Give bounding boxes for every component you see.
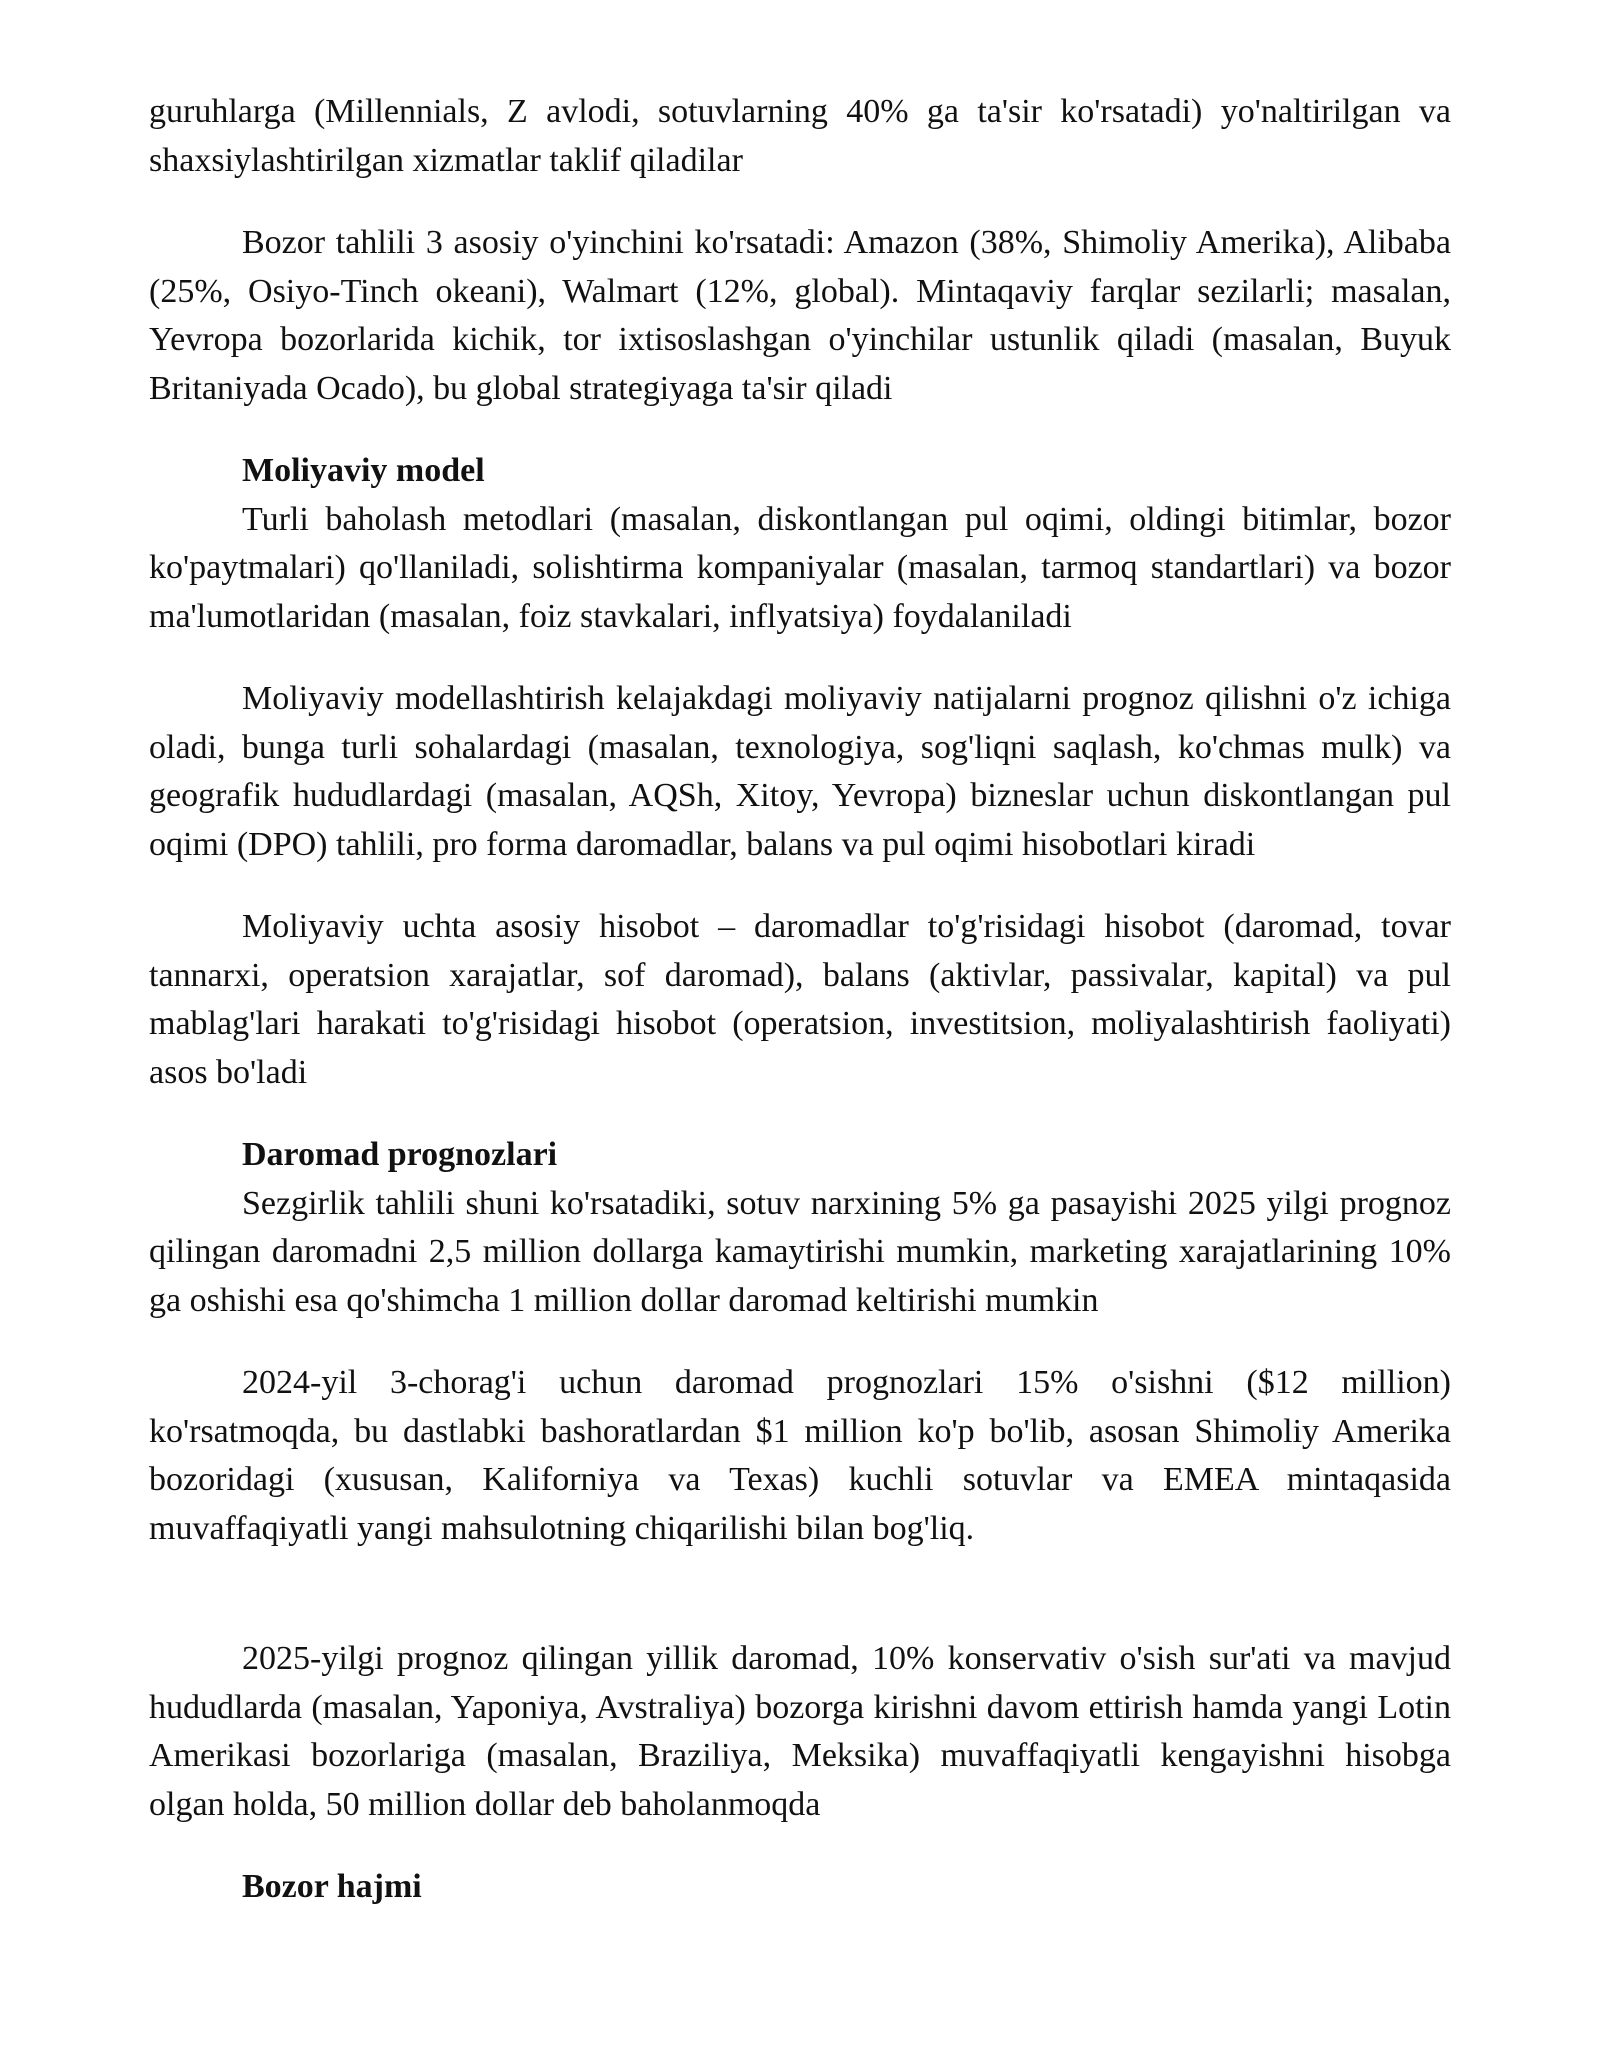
heading-financial-model: Moliyaviy model [242,452,485,489]
heading-market-size: Bozor hajmi [242,1868,422,1905]
paragraph-three-statements: Moliyaviy uchta asosiy hisobot – daromadlar to'g'risidagi hisobot (daromad, tovar tannarxi, operatsion xarajatlar, sof daromad), balans (aktivlar, passivalar, kapital) va pul mablag'lari harakati to'g'risidagi hisobot (operatsion, investitsion, moliyalashtirish faoliyati) asos bo'ladi [149,908,1451,1091]
paragraph-financial-modelling: Moliyaviy modellashtirish kelajakdagi moliyaviy natijalarni prognoz qilishni o'z ichiga oladi, bunga turli sohalardagi (masalan, texnologiya, sog'liqni saqlash, ko'chmas mulk) va geografik hududlardagi (masalan, AQSh, Xitoy, Yevropa) bizneslar uchun diskontlangan pul oqimi (DPO) tahlili, pro forma daromadlar, balans va pul oqimi hisobotlari kiradi [149,680,1451,863]
paragraph-2025-forecast: 2025-yilgi prognoz qilingan yillik daromad, 10% konservativ o'sish sur'ati va mavjud hududlarda (masalan, Yaponiya, Avstraliya) bozorga kirishni davom ettirish hamda yangi Lotin Amerikasi bozorlariga (masalan, Braziliya, Meksika) muvaffaqiyatli kengayishni hisobga olgan holda, 50 million dollar deb baholanmoqda [149,1640,1451,1823]
heading-revenue-forecasts: Daromad prognozlari [242,1136,558,1173]
document-page [149,88,1451,1912]
paragraph-sensitivity-analysis: Sezgirlik tahlili shuni ko'rsatadiki, sotuv narxining 5% ga pasayishi 2025 yilgi prognoz qilingan daromadni 2,5 million dollarga kamaytirishi mumkin, marketing xarajatlarining 10% ga oshishi esa qo'shimcha 1 million dollar daromad keltirishi mumkin [149,1184,1451,1319]
paragraph-q3-forecast: 2024-yil 3-chorag'i uchun daromad prognozlari 15% o'sishni ($12 million) ko'rsatmoqda, bu dastlabki bashoratlardan $1 million ko'p bo'lib, asosan Shimoliy Amerika bozoridagi (xususan, Kaliforniya va Texas) kuchli sotuvlar va EMEA mintaqasida muvaffaqiyatli yangi mahsulotning chiqarilishi bilan bog'liq. [149,1364,1451,1547]
paragraph-market-analysis: Bozor tahlili 3 asosiy o'yinchini ko'rsatadi: Amazon (38%, Shimoliy Amerika), Alibaba (25%, Osiyo-Tinch okeani), Walmart (12%, global). Mintaqaviy farqlar sezilarli; masalan, Yevropa bozorlarida kichik, tor ixtisoslashgan o'yinchilar ustunlik qiladi (masalan, Buyuk Britaniyada Ocado), bu global strategiyaga ta'sir qiladi [149,224,1451,407]
paragraph-target-groups: guruhlarga (Millennials, Z avlodi, sotuvlarning 40% ga ta'sir ko'rsatadi) yo'naltirilgan va shaxsiylashtirilgan xizmatlar taklif qiladilar [149,93,1451,179]
paragraph-valuation-methods: Turli baholash metodlari (masalan, diskontlangan pul oqimi, oldingi bitimlar, bozor ko'paytmalari) qo'llaniladi, solishtirma kompaniyalar (masalan, tarmoq standartlari) va bozor ma'lumotlaridan (masalan, foiz stavkalari, inflyatsiya) foydalaniladi [149,500,1451,635]
